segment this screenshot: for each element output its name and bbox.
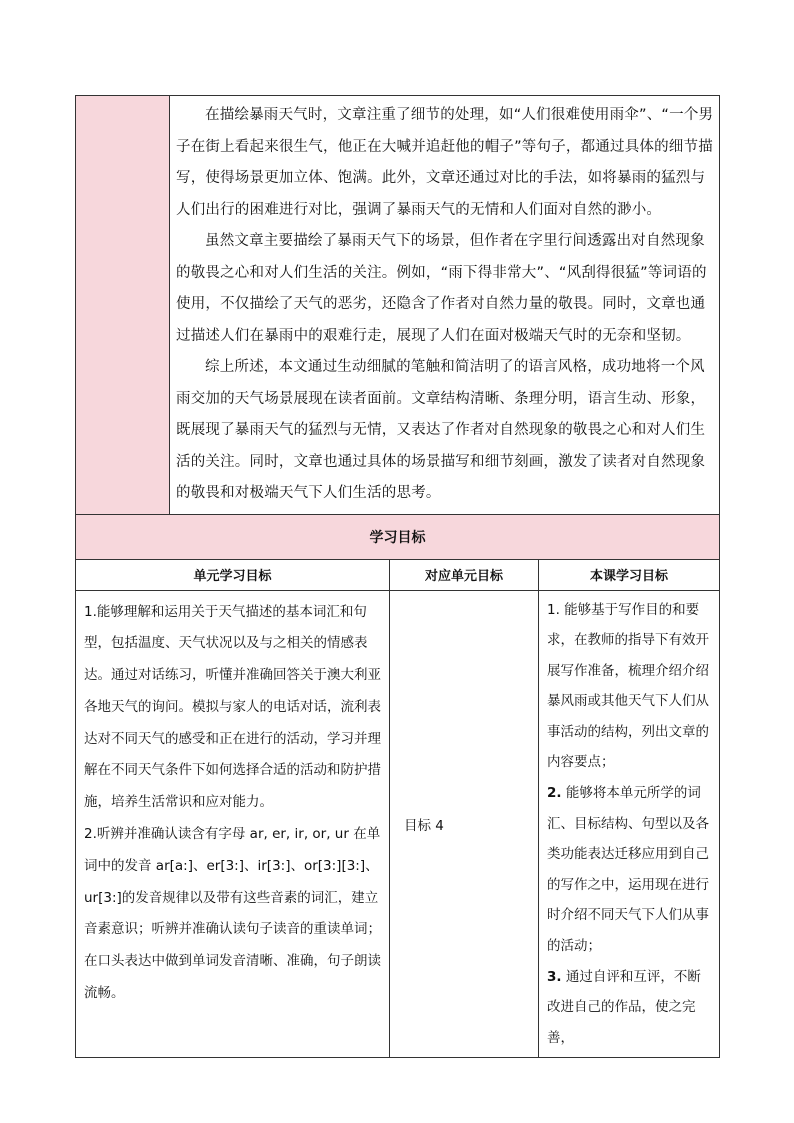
unit-goals-cell bbox=[76, 590, 390, 1058]
paragraph-awe: 虽然文章主要描绘了暴雨天气下的场景，但作者在字里行间透露出对自然现象的敬畏之心和对人们生活的关注。例如，“雨下得非常大”、“风刮得很猛”等词语的使用，不仅描绘了天气的恶劣，还隐含了作者对自然力量的敬畏。同时，文章也通过描述人们在暴雨中的艰难行走，展现了人们在面对极端天气时的无奈和坚韧。 bbox=[176, 233, 707, 344]
column-header-mapped-goals: 对应单元目标 bbox=[390, 559, 539, 590]
section-title: 学习目标 bbox=[76, 514, 720, 559]
section-title-row bbox=[76, 514, 720, 559]
paragraph-details: 在描绘暴雨天气时，文章注重了细节的处理，如“人们很难使用雨伞”、“一个男子在街上看起来很生气，他正在大喊并追赶他的帽子”等句子，都通过具体的细节描写，使得场景更加立体、饱满。此外，文章还通过对比的手法，如将暴雨的猛烈与人们出行的困难进行对比，强调了暴雨天气的无情和人们面对自然的渺小。 bbox=[176, 107, 714, 218]
goals-row bbox=[76, 590, 720, 1058]
lesson-goal-2-number: 2. bbox=[547, 785, 562, 802]
unit-goal-1: 1.能够理解和运用关于天气描述的基本词汇和句型，包括温度、天气状况以及与之相关的情感表达。通过对话练习，听懂并准确回答关于澳大利亚各地天气的询问。模拟与家人的电话对话，流利表达对不同天气的感受和正在进行的活动，学习并理解在不同天气条件下如何选择合适的活动和防护措施，培养生活常识和应对能力。 bbox=[84, 603, 381, 811]
unit-goal-2: 2.听辨并准确认读含有字母 ar, er, ir, or, ur 在单词中的发音 ar[a:]、er[3:]、ir[3:]、or[3:][3:]、ur[3:]的发音规律以及带有这些音素的词汇，建立音素意识；听辨并准确认读句子读音的重读单词；在口头表达中做到单词发音清晰、准确，句子朗读流畅。 bbox=[84, 826, 381, 1002]
paragraph-summary: 综上所述，本文通过生动细腻的笔触和简洁明了的语言风格，成功地将一个风雨交加的天气场景展现在读者面前。文章结构清晰、条理分明，语言生动、形象，既展现了暴雨天气的猛烈与无情，又表达了作者对自然现象的敬畏之心和对人们生活的关注。同时，文章也通过具体的场景描写和细节刻画，激发了读者对自然现象的敬畏和对极端天气下人们生活的思考。 bbox=[176, 359, 706, 501]
lesson-goal-1: 1. 能够基于写作目的和要求，在教师的指导下有效开展写作准备，梳理介绍介绍暴风雨或其他天气下人们从事活动的结构，列出文章的内容要点； bbox=[547, 601, 709, 771]
lesson-goals-list bbox=[539, 591, 719, 1058]
lesson-goal-2 bbox=[547, 778, 713, 962]
column-header-row bbox=[76, 559, 720, 590]
column-header-lesson-goals: 本课学习目标 bbox=[539, 559, 720, 590]
document-table-frame bbox=[75, 95, 719, 1058]
analysis-text-cell bbox=[170, 96, 720, 515]
row-label-cell bbox=[76, 96, 170, 515]
analysis-row bbox=[76, 96, 720, 515]
lesson-goal-2-text: 能够将本单元所学的词汇、目标结构、句型以及各类功能表达迁移应用到自己的写作之中，运用现在进行时介绍不同天气下人们从事的活动； bbox=[547, 785, 709, 955]
lesson-goal-3 bbox=[547, 962, 713, 1054]
mapped-goal-cell: 目标 4 bbox=[390, 590, 539, 1058]
lesson-goal-3-text: 通过自评和互评，不断改进自己的作品，使之完善， bbox=[547, 968, 701, 1046]
column-header-unit-goals: 单元学习目标 bbox=[76, 559, 390, 590]
lesson-goals-cell bbox=[539, 590, 720, 1058]
lesson-plan-table bbox=[75, 95, 720, 1058]
lesson-goal-3-number: 3. bbox=[547, 968, 562, 985]
